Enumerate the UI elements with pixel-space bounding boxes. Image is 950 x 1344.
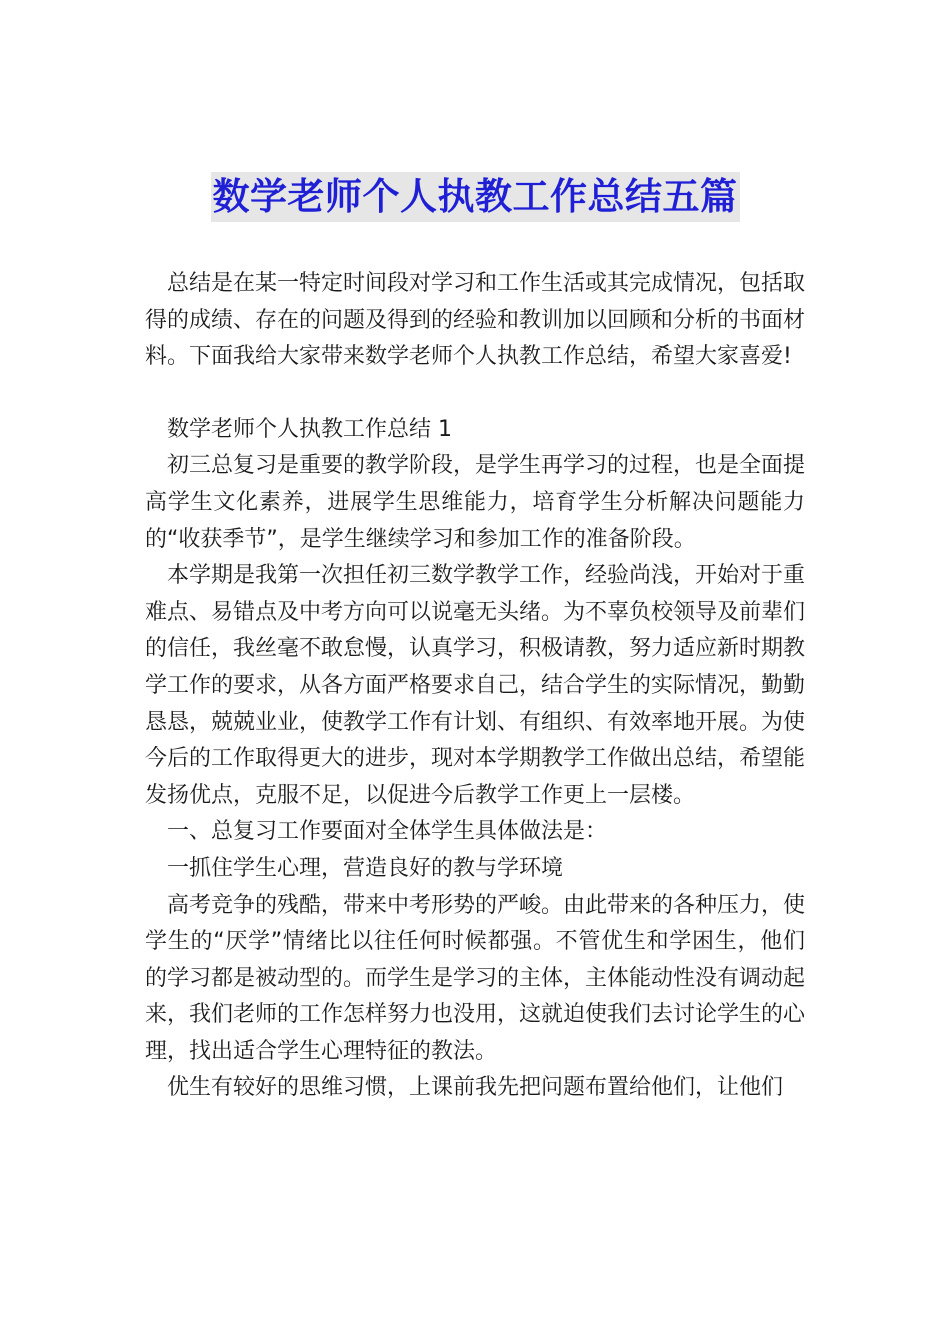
document-title: 数学老师个人执教工作总结五篇 bbox=[211, 172, 740, 222]
title-block bbox=[0, 172, 950, 222]
body-paragraph: 一抓住学生心理，营造良好的教与学环境 bbox=[167, 855, 564, 881]
body-paragraph: 初三总复习是重要的教学阶段，是学生再学习的过程，也是全面提高学生文化素养，进展学生思维能力，培育学生分析解决问题能力的“收获季节”，是学生继续学习和参加工作的准备阶段。 bbox=[145, 453, 806, 552]
body-paragraph: 本学期是我第一次担任初三数学教学工作，经验尚浅，开始对于重难点、易错点及中考方向可以说毫无头绪。为不辜负校领导及前辈们的信任，我丝毫不敢怠慢，认真学习，积极请教，努力适应新时期教学工作的要求，从各方面严格要求自己，结合学生的实际情况，勤勤恳恳，兢兢业业，使教学工作有计划、有组织、有效率地开展。为使今后的工作取得更大的进步，现对本学期教学工作做出总结，希望能发扬优点，克服不足，以促进今后教学工作更上一层楼。 bbox=[145, 563, 806, 808]
section-heading: 数学老师个人执教工作总结 1 bbox=[167, 416, 452, 442]
body-paragraph: 高考竞争的残酷，带来中考形势的严峻。由此带来的各种压力，使学生的“厌学”情绪比以往任何时候都强。不管优生和学困生，他们的学习都是被动型的。而学生是学习的主体，主体能动性没有调动起来，我们老师的工作怎样努力也没用，这就迫使我们去讨论学生的心理，找出适合学生心理特征的教法。 bbox=[145, 892, 806, 1064]
body-paragraph: 优生有较好的思维习惯，上课前我先把问题布置给他们，让他们 bbox=[167, 1075, 784, 1101]
body-paragraph: 一、总复习工作要面对全体学生具体做法是： bbox=[167, 819, 608, 845]
intro-paragraph: 总结是在某一特定时间段对学习和工作生活或其完成情况，包括取得的成绩、存在的问题及得到的经验和教训加以回顾和分析的书面材料。下面我给大家带来数学老师个人执教工作总结，希望大家喜爱! bbox=[145, 271, 806, 370]
document-body bbox=[145, 266, 805, 1107]
